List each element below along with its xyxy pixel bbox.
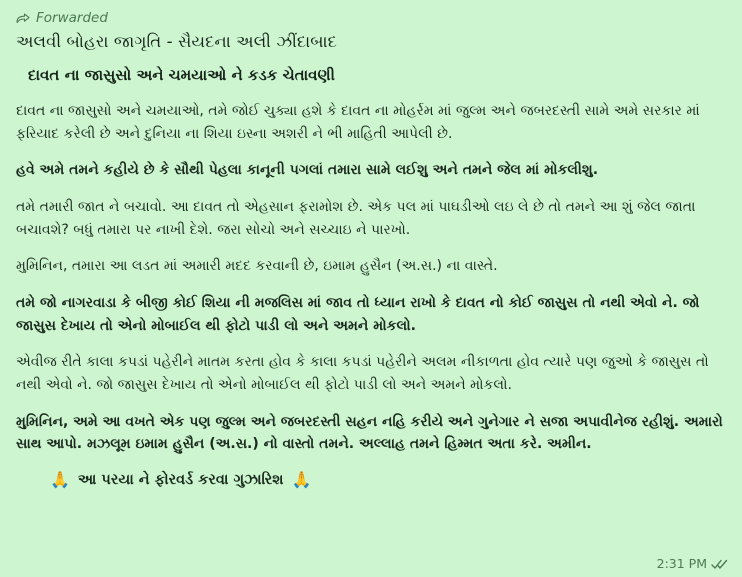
forwarded-label-row bbox=[16, 10, 730, 26]
folded-hands-icon-left: 🙏 bbox=[50, 470, 70, 490]
forwarded-label: Forwarded bbox=[36, 10, 108, 26]
message-paragraph: હવે અમે તમને કહીયે છે કે સૌથી પેહલા કાનૂની પગલાં તમારા સામે લઈશુ અને તમને જેલ માં મોકલીશુ. bbox=[16, 162, 599, 179]
message-paragraph: તમે તમારી જાત ને બચાવો. આ દાવત તો એહસાન ફરામોશ છે. એક પલ માં પાઘડીઓ લઇ લે છે તો તમને આ શું જેલ જાતા બચાવશે? બધું તમારા પર નાખી દેશે. જરા સોચો અને સચ્ચાઇ ને પારખો. bbox=[16, 199, 696, 238]
message-subtitle: દાવત ના જાસુસો અને ચમયાઓ ને કડક ચેતાવણી bbox=[28, 66, 335, 84]
message-timestamp: 2:31 PM bbox=[656, 556, 707, 571]
forward-arrow-icon bbox=[16, 13, 30, 25]
message-title: અલવી બોહરા જાગૃતિ - સૈયદના અલી ઝીંદાબાદ bbox=[16, 32, 337, 51]
message-paragraph: તમે જો નાગરવાડા કે બીજી કોઈ શિયા ની મજલિસ માં જાવ તો ધ્યાન રાખો કે દાવત નો કોઈ જાસુસ તો નથી એવો ને. જો જાસુસ દેખાય તો એનો મોબાઈલ થી ફોટો પાડી લો અને અમને મોકલો. bbox=[16, 295, 700, 334]
message-closing-row bbox=[50, 470, 730, 489]
message-meta bbox=[657, 556, 728, 571]
message-paragraph: મુમિનિન, તમારા આ લડત માં અમારી મદદ કરવાની છે, ઇમામ હુસૈન (અ.સ.) ના વાસ્તે. bbox=[16, 258, 498, 275]
folded-hands-icon-right: 🙏 bbox=[291, 470, 312, 490]
message-paragraph: મુમિનિન, અમે આ વખતે એક પણ જુલ્મ અને જબરદસ્તી સહન નહિ કરીયે અને ગુનેગાર ને સજા અપાવીનેજ રહીશું. અમારો સાથ આપો. મઝલૂમ ઇમામ હુસૈન (અ.સ.) નો વાસ્તો તમને. અલ્લાહ તમને હિમ્મત અતા કરે. અમીન. bbox=[16, 413, 723, 453]
message-paragraph: દાવત ના જાસુસો અને ચમયાઓ, તમે જોઈ ચુક્યા હશે કે દાવત ના મોહર્રમ માં જુલ્મ અને જબરદસ્તી સામે અમે સરકાર માં ફરિયાદ કરેલી છે અને દુનિયા ના શિયા ઇસ્ના અશરી ને ભી માહિતી આપેલી છે. bbox=[16, 103, 700, 142]
double-check-icon bbox=[711, 558, 728, 570]
message-paragraph: એવીજ રીતે કાલા કપડાં પહેરીને માતમ કરતા હોવ કે કાલા કપડાં પહેરીને અલમ નીકાળતા હોવ ત્યારે પણ જુઓ કે જાસુસ તો નથી એવો ને. જો જાસુસ દેખાય તો એનો મોબાઈલ થી ફોટો પાડી લો અને અમને મોકલો. bbox=[16, 354, 709, 394]
message-closing-text: આ પરયા ને ફોરવર્ડ કરવા ગુઝારિશ bbox=[77, 471, 284, 488]
